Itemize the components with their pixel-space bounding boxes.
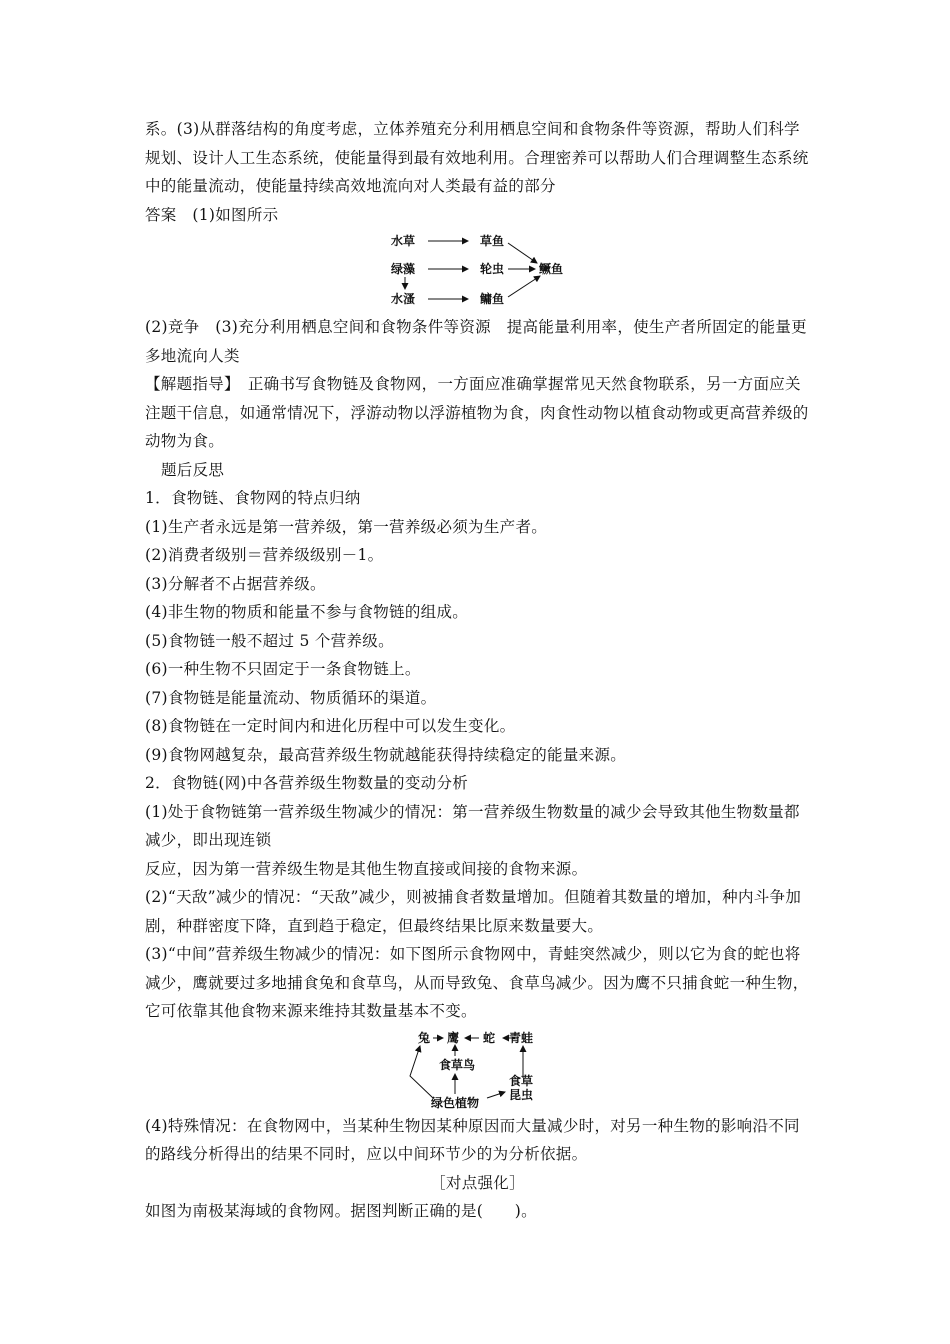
node-shuishi: 水溞: [391, 292, 416, 306]
node-ying: 鹰: [447, 1030, 460, 1045]
point-5: (5)食物链一般不超过 5 个营养级。: [145, 631, 394, 650]
node-lvsezhiwu: 绿色植物: [431, 1095, 480, 1110]
node-kunchong: 昆虫: [509, 1087, 534, 1102]
node-qingwa: 青蛙: [509, 1030, 534, 1045]
answer-2: (2)竞争 (3)充分利用栖息空间和食物条件等资源 提高能量利用率，使生产者所固定的能量更多地流向人类: [145, 318, 807, 365]
answer-line: 答案 (1)如图所示: [145, 205, 279, 224]
food-web-1-arrows: [145, 229, 810, 313]
food-web-diagram-2: [145, 1026, 810, 1112]
point-4: (4)非生物的物质和能量不参与食物链的组成。: [145, 603, 469, 621]
node-lunchong: 轮虫: [480, 262, 505, 276]
point-7: (7)食物链是能量流动、物质循环的渠道。: [145, 688, 437, 707]
paragraph-intro: 系。(3)从群落结构的角度考虑，立体养殖充分利用栖息空间和食物条件等资源，帮助人们科学规划、设计人工生态系统，使能量得到最有效地利用。合理密养可以帮助人们合理调整生态系统中的能量流动，使能量持续高效地流向对人类最有益的部分: [145, 120, 809, 195]
food-web-diagram-1: [145, 229, 810, 313]
document-page: [145, 115, 810, 1226]
node-lvzao: 绿藻: [391, 262, 416, 276]
node-caoyu: 草鱼: [480, 234, 505, 248]
section-2-heading: 2．食物链(网)中各营养级生物数量的变动分析: [145, 774, 469, 792]
arrow-caoyu-guiyu: [508, 243, 537, 263]
reflect-title: 题后反思: [161, 460, 225, 479]
node-tu: 兔: [418, 1030, 431, 1045]
analysis-2: (2)“天敌”减少的情况：“天敌”减少，则被捕食者数量增加。但随着其数量的增加，种内斗争加剧，种群密度下降，直到趋于稳定，但最终结果比原来数量要大。: [145, 888, 802, 935]
node-yongyu: 鳙鱼: [480, 292, 505, 306]
practice-title: ［对点强化］: [430, 1173, 525, 1192]
section-1-heading: 1．食物链、食物网的特点归纳: [145, 489, 361, 507]
analysis-4: (4)特殊情况：在食物网中，当某种生物因某种原因而大量减少时，对另一种生物的影响沿不同的路线分析得出的结果不同时，应以中间环节少的为分析依据。: [145, 1116, 800, 1163]
point-2: (2)消费者级别＝营养级级别－1。: [145, 546, 384, 564]
node-guiyu: 鳜鱼: [539, 262, 564, 276]
node-shuicao: 水草: [391, 234, 416, 248]
point-6: (6)一种生物不只固定于一条食物链上。: [145, 660, 421, 678]
analysis-3: (3)“中间”营养级生物减少的情况：如下图所示食物网中，青蛙突然减少，则以它为食的蛇也将减少，鹰就要过多地捕食兔和食草鸟，从而导致兔、食草鸟减少。因为鹰不只捕食蛇一种生物，它可依靠其他食物来源来维持其数量基本不变。: [145, 945, 809, 1020]
analysis-1a: (1)处于食物链第一营养级生物减少的情况：第一营养级生物数量的减少会导致其他生物数量都减少，即出现连锁: [145, 802, 800, 849]
node-shicao: 食草: [509, 1073, 534, 1088]
point-3: (3)分解者不占据营养级。: [145, 574, 326, 593]
guide-paragraph: 【解题指导】 正确书写食物链及食物网，一方面应准确掌握常见天然食物联系，另一方面应关注题干信息，如通常情况下，浮游动物以浮游植物为食，肉食性动物以植食动物或更高营养级的动物为食。: [145, 375, 809, 450]
node-shicaoniao: 食草鸟: [439, 1057, 476, 1072]
point-8: (8)食物链在一定时间内和进化历程中可以发生变化。: [145, 717, 516, 735]
analysis-1b: 反应，因为第一营养级生物是其他生物直接或间接的食物来源。: [145, 859, 588, 878]
arrow-zhiwu-tu: [410, 1046, 433, 1098]
arrow-zhiwu-kunchong: [487, 1092, 505, 1098]
point-1: (1)生产者永远是第一营养级，第一营养级必须为生产者。: [145, 517, 548, 536]
point-9: (9)食物网越复杂，最高营养级生物就越能获得持续稳定的能量来源。: [145, 745, 627, 764]
arrow-yongyu-guiyu: [508, 276, 540, 297]
node-she: 蛇: [483, 1030, 496, 1045]
question: 如图为南极某海域的食物网。据图判断正确的是( )。: [145, 1202, 537, 1220]
